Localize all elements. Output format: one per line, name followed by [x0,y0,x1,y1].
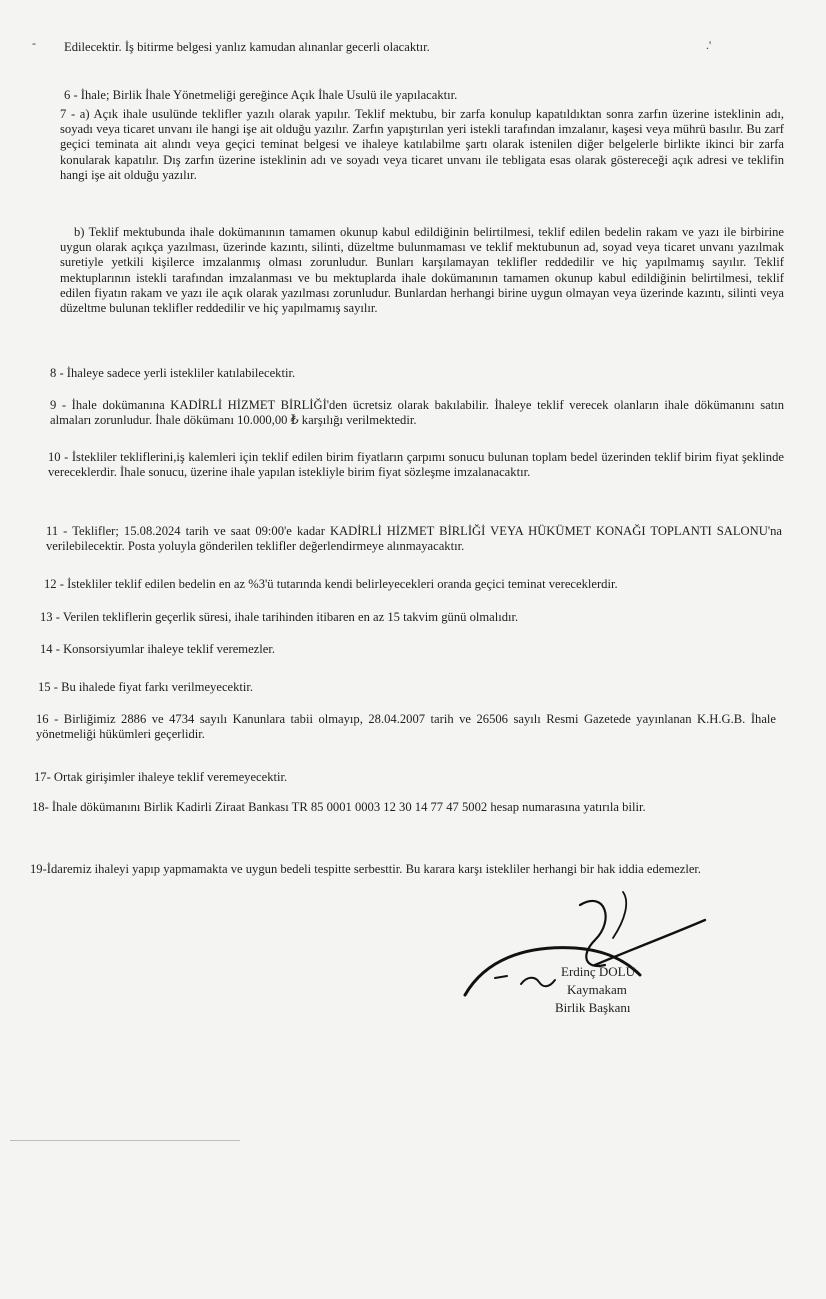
paragraph-19: 19-İdaremiz ihaleyi yapıp yapmamakta ve uygun bedeli tespitte serbesttir. Bu karara karşı istekliler herhangi bir hak iddia edemezler. [30,862,702,876]
paragraph-13: 13 - Verilen tekliflerin geçerlik süresi, ihale tarihinden itibaren en az 15 takvim günü olmalıdır. [40,610,519,624]
paragraph-7a: 7 - a) Açık ihale usulünde teklifler yazılı olarak yapılır. Teklif mektubu, bir zarfa konulup kapatıldıktan sonra zarfın üzerine isteklinin adı, soyadı veya ticaret unvanı ile hangi işe ait olduğu yazılır. Zarfın yapıştırılan yeri istekli tarafından imzalanır, kaşesi veya mührü basılır. Bu zarf geçici teminata ait alındı veya geçici teminat belgesi ve ihaleye katılabilme şartı olarak istenilen diğer belgelerle birlikte ikinci bir zarfa konularak kapatılır. Dış zarfın üzerine isteklinin adı ve soyadı veya ticaret unvanı ile tebligata esas olarak göstereceği açık adresi ve teklifin hangi işe ait olduğu yazılır. [60,107,784,182]
scan-edge-line [10,1140,240,1141]
scan-mark: .' [706,38,712,52]
paragraph-8: 8 - İhaleye sadece yerli istekliler katılabilecektir. [50,366,296,380]
paragraph-9: 9 - İhale dokümanına KADİRLİ HİZMET BİRLİĞİ'den ücretsiz olarak bakılabilir. İhaleye teklif verecek olanların ihale dökümanını satın almaları zorunludur. İhale dökümanı 10.000,00 ₺ karşılığı verilmektedir. [50,398,784,428]
paragraph-15: 15 - Bu ihalede fiyat farkı verilmeyecektir. [38,680,254,694]
paragraph-18: 18- İhale dökümanını Birlik Kadirli Ziraat Bankası TR 85 0001 0003 12 30 14 77 47 5002 hesap numarasına yatırıla bilir. [32,800,646,814]
paragraph-11: 11 - Teklifler; 15.08.2024 tarih ve saat 09:00'e kadar KADİRLİ HİZMET BİRLİĞİ VEYA HÜKÜMET KONAĞI TOPLANTI SALONU'na verilebilecektir. Posta yoluyla gönderilen teklifler değerlendirmeye alınmayacaktır. [46,524,782,554]
paragraph-17: 17- Ortak girişimler ihaleye teklif veremeyecektir. [34,770,288,784]
paragraph-16: 16 - Birliğimiz 2886 ve 4734 sayılı Kanunlara tabii olmayıp, 28.04.2007 tarih ve 26506 sayılı Resmi Gazetede yayınlanan K.H.G.B. İhale yönetmeliği hükümleri geçerlidir. [36,712,776,742]
paragraph-14: 14 - Konsorsiyumlar ihaleye teklif veremezler. [40,642,276,656]
signatory-title: Kaymakam [567,982,627,997]
paragraph-continuation: Edilecektir. İş bitirme belgesi yanlız kamudan alınanlar gecerli olacaktır. [64,40,430,54]
paragraph-6: 6 - İhale; Birlik İhale Yönetmeliği gereğince Açık İhale Usulü ile yapılacaktır. [64,88,458,102]
paragraph-7b: b) Teklif mektubunda ihale dokümanının tamamen okunup kabul edildiğinin belirtilmesi, teklif edilen bedelin rakam ve yazı ile birbirine uygun olarak açıkça yazılması, üzerinde kazıntı, silinti, düzeltme bulunmaması ve teklif mektubunun ad, soyad veya ticaret unvanı yazılmak suretiyle yetkili kişilerce imzalanmış olması zorunludur. Bunları karşılamayan teklifler reddedilir ve hiç yapılmamış sayılır. Teklif mektuplarının istekli tarafından imzalanması ve bu mektuplarda ihale dokümanının tamamen okunup kabul edildiğinin belirtilmesi, teklif edilen fiyatın rakam ve yazı ile açık olarak yazılması zorunludur. Bunlardan herhangi birine uygun olmayan veya üzerinde kazıntı, silinti veya düzeltme bulunan teklifler reddedilir ve hiç yapılmamış sayılır. [60,225,784,316]
scan-mark: ‑ [32,36,36,50]
signature-block [555,963,755,1017]
paragraph-12: 12 - İstekliler teklif edilen bedelin en az %3'ü tutarında kendi belirleyecekleri oranda geçici teminat vereceklerdir. [44,577,618,591]
signatory-role: Birlik Başkanı [555,1000,631,1015]
signatory-name: Erdinç DOLU [561,964,636,979]
paragraph-10: 10 - İstekliler tekliflerini,iş kalemleri için teklif edilen birim fiyatların çarpımı sonucu bulunan toplam bedel üzerinden teklif birim fiyat şeklinde vereceklerdir. İhale sonucu, üzerine ihale yapılan istekliyle birim fiyat sözleşme imzalanacaktır. [48,450,784,480]
